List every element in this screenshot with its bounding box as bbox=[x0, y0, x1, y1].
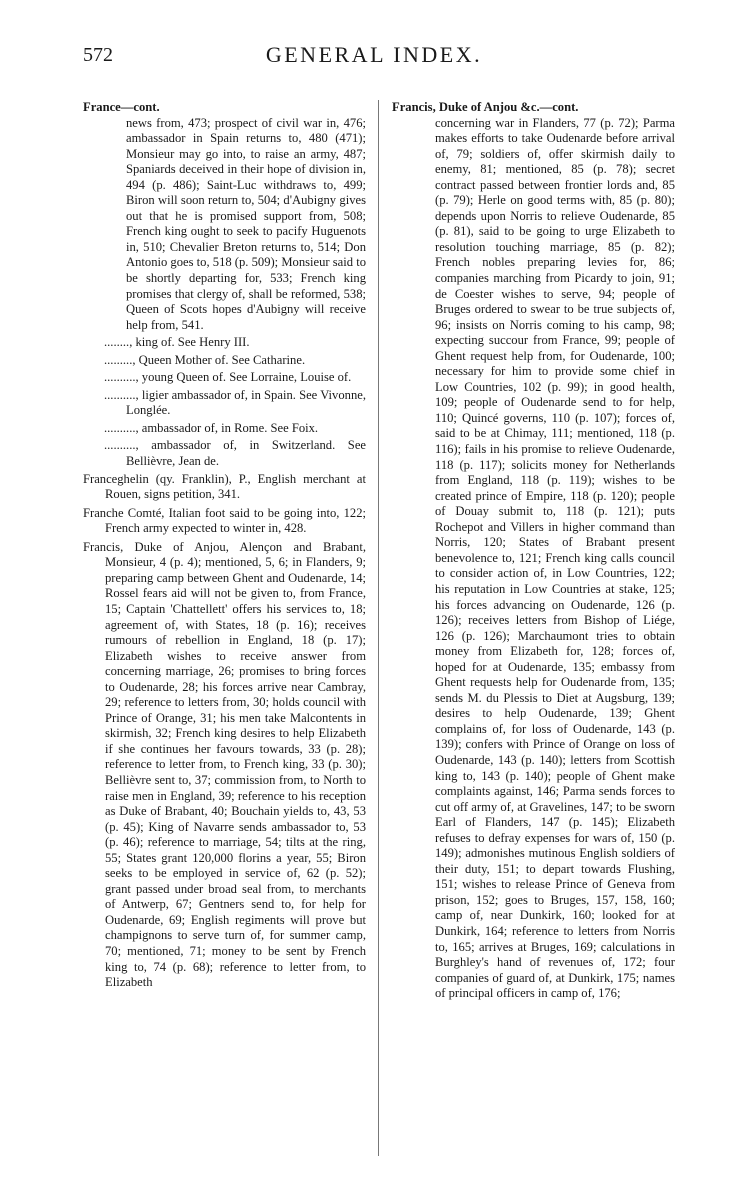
index-entry-franche-comte: Franche Comté, Italian foot said to be going into, 122; French army expected to winter in, 428. bbox=[83, 505, 366, 536]
entry-text: news from, 473; prospect of civil war in, 476; ambassador in Spain returns to, 480 (471); Monsieur may go into, to raise an army, 487; Spaniards deceived in their hope of division in, 494 (p. 486); Saint-Luc withdraws to, 499; Biron will soon return to, 504; d'Aubigny gives out that he is promised support from, 508; French king ought to seek to pacify Huguenots in, 510; Chevalier Breton returns to, 514; Don Antonio goes to, 518 (p. 509); Monsieur said to be shortly departing for, 533; French king promises that clergy of, shall be reformed, 538; Queen of Scots hopes d'Aubigny will receive help from, 541. bbox=[126, 115, 366, 332]
column-divider bbox=[378, 100, 379, 1156]
subentry-queen-mother: ........., Queen Mother of. See Catharine. bbox=[104, 352, 306, 367]
right-column bbox=[392, 100, 675, 1004]
subentry-young-queen: .........., young Queen of. See Lorraine, Louise of. bbox=[104, 370, 352, 385]
index-entry-france bbox=[83, 100, 366, 333]
subentry-ambassador-rome: .........., ambassador of, in Rome. See Foix. bbox=[104, 420, 319, 435]
entry-text: concerning war in Flanders, 77 (p. 72); Parma makes efforts to take Oudenarde before arrival of, 79; soldiers of, offer skirmish daily to enemy, 81; mentioned, 85 (p. 78); secret contract passed between frontier lords and, 85 (p. 79); Herle on good terms with, 85 (p. 80); depends upon Norris to relieve Oudenarde, 85 (p. 81), said to be going to urge Elizabeth to resolution touching marriage, 85 (p. 82); French nobles preparing levies for, 86; companies marching from Picardy to join, 91; de Coester wishes to serve, 94; people of Bruges ordered to swear to be true subjects of, 96; insists on Norris coming to his camp, 98; expecting succour from France, 99; people of Ghent request help from, for Oudenarde, 100; necessary for him to provide some chief in Low Countries, 102 (p. 99); in good health, 109; people of Oudenarde send to for help, 110; Quincé governs, 110 (p. 107); forces of, said to be at Chimay, 111; mentioned, 118 (p. 116); fails in his promise to relieve Oudenarde, 118 (p. 117); solicits money for Netherlands from England, 118 (p. 119); wishes to be created prince of Empire, 118 (p. 120); people of Douay submit to, 118 (p. 121); puts Rochepot and Villers in higher command than Norris, 120; States of Brabant present benevolence to, 121; French king calls council to consider action of, in Low Countries, 122; his reputation in Low Countries at stake, 125; his forces advancing on Oudenarde, 126 (p. 126); receives letters from Bishop of Liége, 126 (p. 126); Marchaumont tries to obtain money from Elizabeth for, 128; forces of, hoped for at Oudenarde, 135; embassy from Ghent requests help for Oudenarde from, 135; sends M. du Plessis to Diet at Augsburg, 139; desires to help Oudenarde, 139; Ghent complains of, for loss of Oudenarde, 143 (p. 139); confers with Prince of Orange on loss of Oudenarde, 143 (p. 140); letters from Scottish king to, 143 (p. 140); people of Ghent make complaints against, 146; Parma sends forces to cut off army of, at Gravelines, 147; to be sworn Earl of Flanders, 147 (p. 145); Elizabeth refuses to defray expenses for wars of, 150 (p. 149); admonishes mutinous English soldiers of their duty, 151; to depart towards Flushing, 151; wishes to release Prince of Geneva from prison, 152; goes to Bruges, 157, 158, 160; camp of, near Dunkirk, 160; looked for at Dunkirk, 164; reference to letters from Norris to, 165; arrives at Bruges, 169; calculations in Burghley's hand of revenues of, 172; four companies of guard of, at Dunkirk, 175; names of principal officers in camp of, 176; bbox=[435, 115, 675, 1001]
entry-heading: Francis, Duke of Anjou &c.—cont. bbox=[392, 100, 579, 114]
index-entry-francis: Francis, Duke of Anjou, Alençon and Brabant, Monsieur, 4 (p. 4); mentioned, 5, 6; in Flanders, 9; preparing camp between Ghent and Oudenarde, 14; Rossel fears aid will not be given to, from France, 15; Captain 'Chattellett' offers his services to, 18; agreement of, with States, 18 (p. 16); receives rumours of rebellion in England, 18 (p. 17); Elizabeth wishes to receive answer from concerning marriage, 26; promises to bring forces to Oudenarde, 28; his forces arrive near Cambray, 29; reference to letters from, 30; holds council with Prince of Orange, 31; his men take Malcontents in skirmish, 32; French king desires to help Elizabeth if she continues her favours towards, 33 (p. 28); reference to letter from, to French king, 33 (p. 30); Bellièvre sent to, 37; commission from, to North to raise men in England, 39; reference to his reception as Duke of Brabant, 40; Bouchain yields to, 43, 53 (p. 45); King of Navarre sends ambassador to, 53 (p. 46); reference to marriage, 54; tilts at the ring, 55; States grant 120,000 florins a year, 55; Biron seeks to be employed in service of, 62 (p. 52); grant passed under broad seal from, to merchants of Antwerp, 67; Gentners send to, for help for Oudenarde, 69; English regiments will prove but champignons to serve turn of, for summer camp, 70; mentioned, 71; money to be sent by French king to, 74 (p. 68); reference to letter from, to Elizabeth bbox=[83, 539, 366, 990]
subentry-king: ........, king of. See Henry III. bbox=[104, 335, 250, 350]
page-title: GENERAL INDEX. bbox=[265, 42, 483, 67]
page-number: 572 bbox=[83, 44, 113, 66]
entry-heading: France—cont. bbox=[83, 100, 160, 114]
left-column bbox=[83, 100, 366, 994]
subentry-ligier-ambassador: .........., ligier ambassador of, in Spain. See Vivonne, Longlée. bbox=[104, 387, 366, 418]
subentry-ambassador-switzerland: .........., ambassador of, in Switzerland. See Bellièvre, Jean de. bbox=[104, 438, 366, 469]
index-entry-franceghelin: Franceghelin (qy. Franklin), P., English merchant at Rouen, signs petition, 341. bbox=[83, 471, 366, 502]
index-entry-francis-continued bbox=[392, 100, 675, 1002]
